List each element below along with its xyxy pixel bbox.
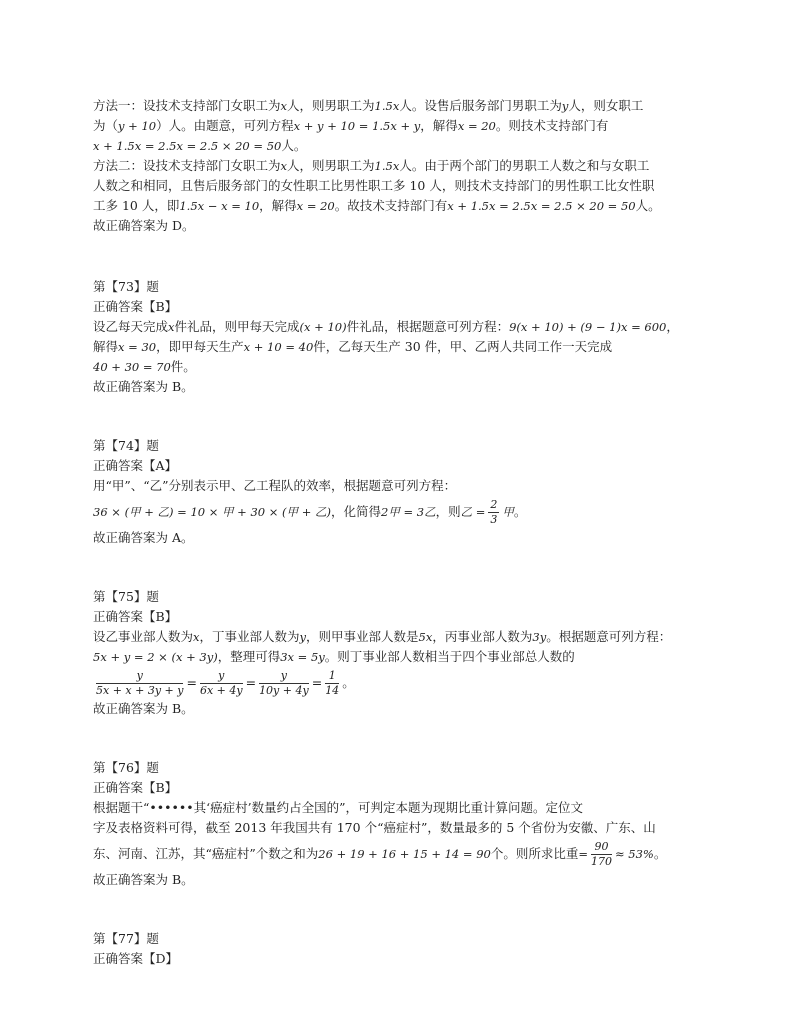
- q74-answer: 正确答案【A】: [93, 458, 178, 473]
- q72-line-1: 方法一：设技术支持部门女职工为x人，则男职工为1.5x人。设售后服务部门男职工为y人，则女职工: [93, 98, 644, 113]
- q73-conclusion: 故正确答案为 B。: [93, 379, 194, 394]
- q72-conclusion: 故正确答案为 D。: [93, 218, 195, 233]
- q73-section: [93, 277, 733, 397]
- q77-answer: 正确答案【D】: [93, 951, 179, 966]
- q76-section: [93, 758, 733, 890]
- q75-conclusion: 故正确答案为 B。: [93, 701, 194, 716]
- q76-line-2: 字及表格资料可得，截至 2013 年我国共有 170 个“癌症村”，数量最多的 5 个省份为安徽、广东、山: [93, 820, 656, 835]
- q74-section: [93, 436, 733, 548]
- q72-line-2: 为（y + 10）人。由题意，可列方程x + y + 10 = 1.5x + y，解得x = 20。则技术支持部门有: [93, 118, 609, 133]
- q72-line-6: 工多 10 人，即1.5x − x = 10，解得x = 20。故技术支持部门有x + 1.5x = 2.5x = 2.5 × 20 = 50人。: [93, 198, 661, 213]
- q77-section: [93, 929, 733, 969]
- q77-title: 第【77】题: [93, 931, 159, 946]
- q76-conclusion: 故正确答案为 B。: [93, 872, 194, 887]
- q75-fraction-line: $\frac{y}{5x + x + 3y + y}$ = $\frac{y}{6x + 4y}$ = $\frac{y}{10y + 4y}$ = $\frac{1}{14}$ 。: [96, 669, 355, 697]
- q74-line-2: 36 × (甲 + 乙) = 10 × 甲 + 30 × (甲 + 乙)，化简得2甲 = 3乙，则乙 = $\frac{2}{3}$ 甲。: [93, 498, 527, 526]
- q75-answer: 正确答案【B】: [93, 609, 178, 624]
- fraction-two-thirds: $\frac{2}{3}$: [490, 498, 498, 526]
- q76-answer: 正确答案【B】: [93, 780, 178, 795]
- q75-line-1: 设乙事业部人数为x，丁事业部人数为y，则甲事业部人数是5x，丙事业部人数为3y。根据题意可列方程：: [93, 629, 672, 644]
- q72-solution: [93, 96, 733, 236]
- q74-conclusion: 故正确答案为 A。: [93, 530, 194, 545]
- q72-line-5: 人数之和相同，且售后服务部门的女性职工比男性职工多 10 人，则技术支持部门的男性职工比女性职: [93, 178, 655, 193]
- q73-line-1: 设乙每天完成x件礼品，则甲每天完成(x + 10)件礼品，根据题意可列方程：9(x + 10) + (9 − 1)x = 600，: [93, 319, 679, 334]
- q75-line-2: 5x + y = 2 × (x + 3y)，整理可得3x = 5y。则丁事业部人数相当于四个事业部总人数的: [93, 649, 575, 664]
- q72-line-3: x + 1.5x = 2.5x = 2.5 × 20 = 50人。: [93, 138, 307, 153]
- q76-title: 第【76】题: [93, 760, 159, 775]
- q73-line-3: 40 + 30 = 70件。: [93, 359, 196, 374]
- fraction-4: $\frac{1}{14}$: [325, 669, 340, 697]
- q76-line-1: 根据题干“••••••其‘癌症村’数量约占全国的”，可判定本题为现期比重计算问题。定位文: [93, 800, 583, 815]
- q73-answer: 正确答案【B】: [93, 299, 178, 314]
- fraction-3: $\frac{y}{10y + 4y}$: [259, 669, 309, 697]
- q75-section: [93, 587, 733, 719]
- document-page: [93, 96, 733, 969]
- fraction-90-170: $\frac{90}{170}$: [591, 840, 612, 868]
- q73-line-2: 解得x = 30，即甲每天生产x + 10 = 40件，乙每天生产 30 件，甲、乙两人共同工作一天完成: [93, 339, 613, 354]
- q74-line-1: 用“甲”、“乙”分别表示甲、乙工程队的效率，根据题意可列方程：: [93, 478, 457, 493]
- q76-line-3: 东、河南、江苏，其“癌症村”个数之和为26 + 19 + 16 + 15 + 14 = 90个。则所求比重= $\frac{90}{170}$ ≈ 53%。: [93, 840, 667, 868]
- q74-title: 第【74】题: [93, 438, 159, 453]
- q75-title: 第【75】题: [93, 589, 159, 604]
- q73-title: 第【73】题: [93, 279, 159, 294]
- fraction-2: $\frac{y}{6x + 4y}$: [199, 669, 243, 697]
- q72-line-4: 方法二：设技术支持部门女职工为x人，则男职工为1.5x人。由于两个部门的男职工人数之和与女职工: [93, 158, 650, 173]
- fraction-1: $\frac{y}{5x + x + 3y + y}$: [96, 669, 184, 697]
